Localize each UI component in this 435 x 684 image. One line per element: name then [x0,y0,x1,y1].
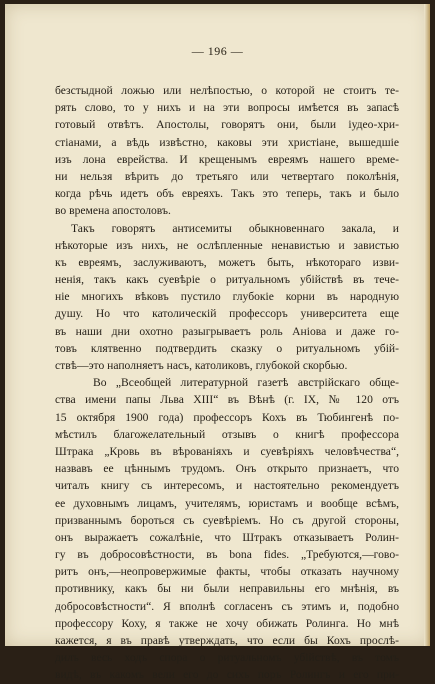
text-line: читалъ книгу съ интересомъ, и настоятельно рекомендуетъ [55,479,399,493]
text-line: назвавъ ее цѣннымъ трудомъ. Онъ открыто признаетъ, что [55,462,399,476]
page-number: — 196 — [191,44,244,58]
text-line: мѣстилъ благожелательный отзывъ о книгѣ профессора [55,427,399,441]
book-page [5,4,430,682]
text-line: изъ лона еврейства. И крещенымъ евреямъ нашего време- [55,152,399,166]
text-line: къ евреямъ, заслуживаютъ, можетъ быть, нѣкотораго изви- [55,255,399,269]
text-line: видѣ, въ какомъ вели его до сихъ поръ Ролингъ и его при- [55,668,399,682]
text-line: добросовѣстности“. Я вполнѣ согласенъ съ этимъ и, подобно [55,599,399,613]
text-line: противнику, какъ бы ни были неправильны его мнѣнія, въ [55,582,399,596]
text-line: готовый отвѣтъ. Апостолы, говорятъ они, были іудео-хри- [55,118,399,132]
text-line: ненія, такъ какъ суевѣріе о ритуальномъ убійствѣ въ тече- [55,273,399,287]
text-line: ствѣ—это наполняетъ насъ, католиковъ, глубокой скорбью. [55,359,348,372]
text-line: дилъ весь ходъ спора о ритуальномъ убійствѣ, въ томъ [55,651,399,665]
text-line: во времена апостоловъ. [55,204,171,218]
text-line: товъ клятвенно подтвердить сказку о ритуальномъ убій- [55,341,399,355]
body-text [55,82,399,684]
text-line: ритъ онъ,—неопровержимые факты, чтобы отказать научному [55,565,399,579]
text-line: кажется, я въ правѣ утверждать, что если бы Кохъ прослѣ- [55,634,399,647]
text-line: стіанами, а вѣдь извѣстно, каковы эти христіане, вышедшіе [55,135,399,149]
text-line: призваннымъ бороться съ суевѣріемъ. Но съ другой стороны, [55,513,399,527]
text-line: нѣкоторые изъ нихъ, не ослѣпленные ненавистью и завистью [55,238,399,252]
text-line: ни нельзя вѣрить до третьяго или четвертаго поколѣнія, [55,169,399,183]
text-line: въ наши дни охотно разыгрываетъ роль Аніова и даже го- [55,324,399,338]
text-line: Штрака „Кровь въ вѣрованіяхъ и суевѣріяхъ человѣчества“, [55,444,399,458]
text-line: ніе многихъ вѣковъ пустило глубокіе корни въ народную [55,290,399,304]
text-line: Во „Всеобщей литературной газетѣ австрійскаго обще- [93,376,399,390]
text-line: Такъ говорятъ антисемиты обыкновеннаго закала, и [71,221,399,235]
text-line: безстыдной ложью или нелѣпостью, о которой не стоитъ те- [55,84,399,97]
text-line: когда рѣчь идетъ объ евреяхъ. Такъ это теперь, такъ и было [55,187,399,201]
text-line: рять слово, то у нихъ и на эти вопросы имѣется въ запасѣ [55,101,399,115]
text-line: онъ выражаетъ сожалѣніе, что Штракъ отказываетъ Ролин- [55,530,399,544]
text-line: ства имени папы Льва XIII“ въ Вѣнѣ (г. IX, № 120 отъ [55,393,399,407]
text-line: душу. Но что католическій профессоръ университета еще [55,307,399,321]
text-line: 15 октября 1900 года) профессоръ Кохъ въ Тюбингенѣ по- [55,410,399,424]
text-line: ее духовнымъ лицамъ, учителямъ, юристамъ и вообще всѣмъ, [55,496,399,510]
text-line: гу въ добросовѣстности, въ bona fides. „Требуются,—гово- [55,548,399,562]
text-line: профессору Коху, я также не хочу обижать Ролинга. Но мнѣ [55,616,399,630]
page-edge [424,4,430,646]
